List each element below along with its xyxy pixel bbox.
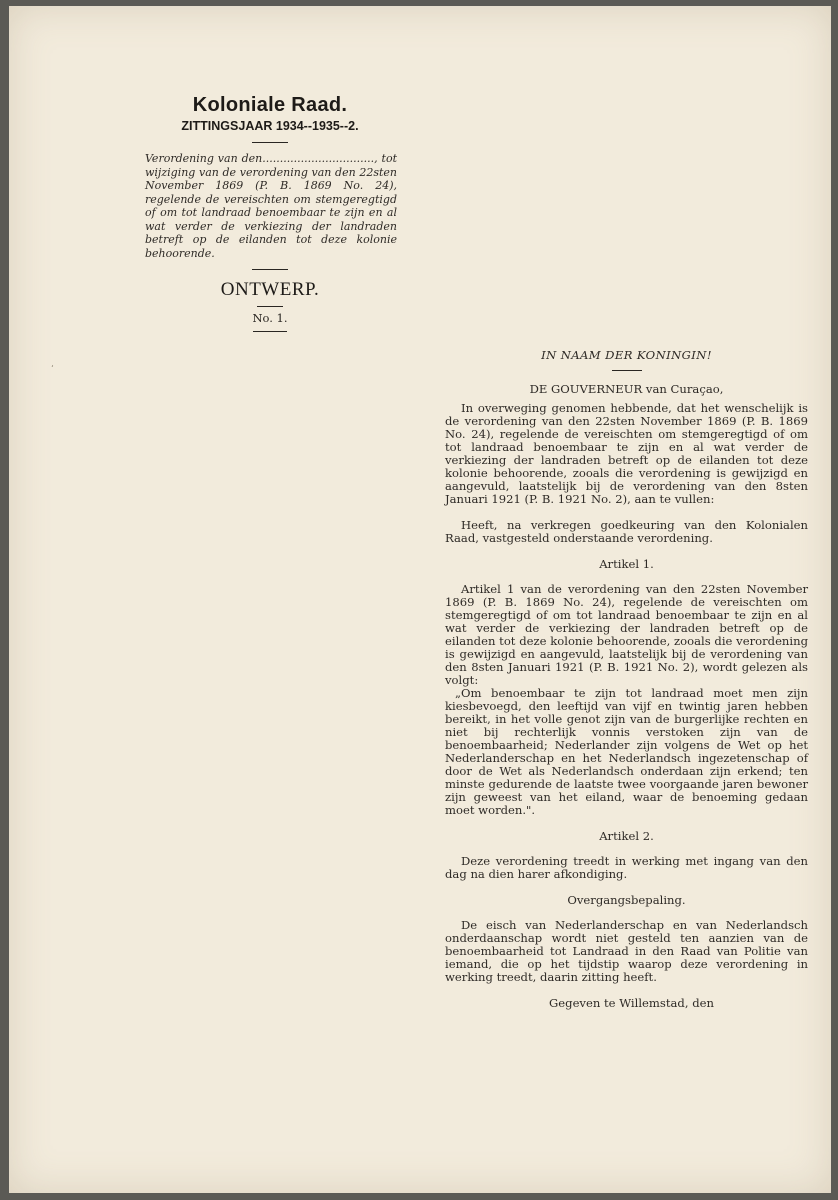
article-1-heading: Artikel 1. bbox=[599, 557, 654, 571]
divider bbox=[253, 331, 287, 332]
governor-line: DE GOUVERNEUR van Curaçao, bbox=[529, 382, 724, 396]
session-year: ZITTINGSJAAR 1934--1935--2. bbox=[181, 119, 359, 133]
article-2-text: Deze verordening treedt in werking met ingang van den dag na dien harer afkondiging. bbox=[445, 854, 808, 881]
article-2-heading: Artikel 2. bbox=[599, 829, 654, 843]
divider bbox=[252, 142, 288, 143]
draft-number: No. 1. bbox=[252, 311, 288, 325]
enacted-paragraph: Heeft, na verkregen goedkeuring van den Kolonialen Raad, vastgesteld onderstaande verordening. bbox=[445, 518, 808, 545]
council-title: Koloniale Raad. bbox=[192, 94, 348, 116]
divider bbox=[612, 370, 642, 371]
considering-paragraph: In overweging genomen hebbende, dat het wenschelijk is de verordening van den 22sten November 1869 (P. B. 1869 No. 24), regelende de vereischten om stemgeregtigd of om tot landraad benoembaar te zijn en al wat verder de verkiezing der landraden betreft op de eilanden tot deze kolonie behoorende, zooals die verordening is gewijzigd en aangevuld, laatstelijk bij de verordening van den 8sten Januari 1921 (P. B. 1921 No. 2), aan te vullen: bbox=[445, 401, 808, 506]
article-1-text: Artikel 1 van de verordening van den 22sten November 1869 (P. B. 1869 No. 24), regelende de vereischten om stemgeregtigd of om tot landraad benoembaar te zijn en al wat verder de verkiezing der landraden betreft op de eilanden tot deze kolonie behoorende, zooals die verordening is gewijzigd en aangevuld, laatstelijk bij de verordening van den 8sten Januari 1921 (P. B. 1921 No. 2), wordt gelezen als volgt: bbox=[445, 582, 808, 687]
article-1-quote: „Om benoembaar te zijn tot landraad moet men zijn kiesbevoegd, den leeftijd van vijf en twintig jaren hebben bereikt, in het volle genot zijn van de burgerlijke rechten en niet bij rechterlijk vonnis verstoken zijn van de benoembaarheid; Nederlander zijn volgens de Wet op het Nederlanderschap en het Nederlandsch ingezetenschap of door de Wet als Nederlandsch onderdaan zijn erkend; ten minste gedurende de laatste twee voorgaande jaren bewoner zijn geweest van het eiland, waar de benoeming gedaan moet worden.". bbox=[445, 686, 808, 817]
draft-label: ONTWERP. bbox=[220, 279, 320, 300]
transitional-heading: Overgangsbepaling. bbox=[567, 893, 686, 907]
divider bbox=[252, 269, 288, 270]
document-header bbox=[139, 94, 401, 338]
invocation: IN NAAM DER KONINGIN! bbox=[541, 348, 712, 362]
closing-line: Gegeven te Willemstad, den bbox=[549, 996, 714, 1010]
margin-mark: ʻ bbox=[51, 364, 54, 373]
divider bbox=[257, 306, 283, 307]
transitional-text: De eisch van Nederlanderschap en van Nederlandsch onderdaanschap wordt niet gesteld ten aanzien van de benoembaarheid tot Landraad in den Raad van Politie van iemand, die op het tijdstip waarop deze verordening in werking treedt, daarin zitting heeft. bbox=[445, 918, 808, 984]
ordinance-body bbox=[445, 349, 808, 1010]
document-page bbox=[9, 6, 831, 1193]
ordinance-preamble: Verordening van den................................, tot wijziging van de verordening van den 22sten November 1869 (P. B. 1869 No. 24), regelende de vereischten om stemgeregtigd of om tot landraad benoembaar te zijn en al wat verder de verkiezing der landraden betreft op de eilanden tot deze kolonie behoorende. bbox=[145, 152, 397, 260]
